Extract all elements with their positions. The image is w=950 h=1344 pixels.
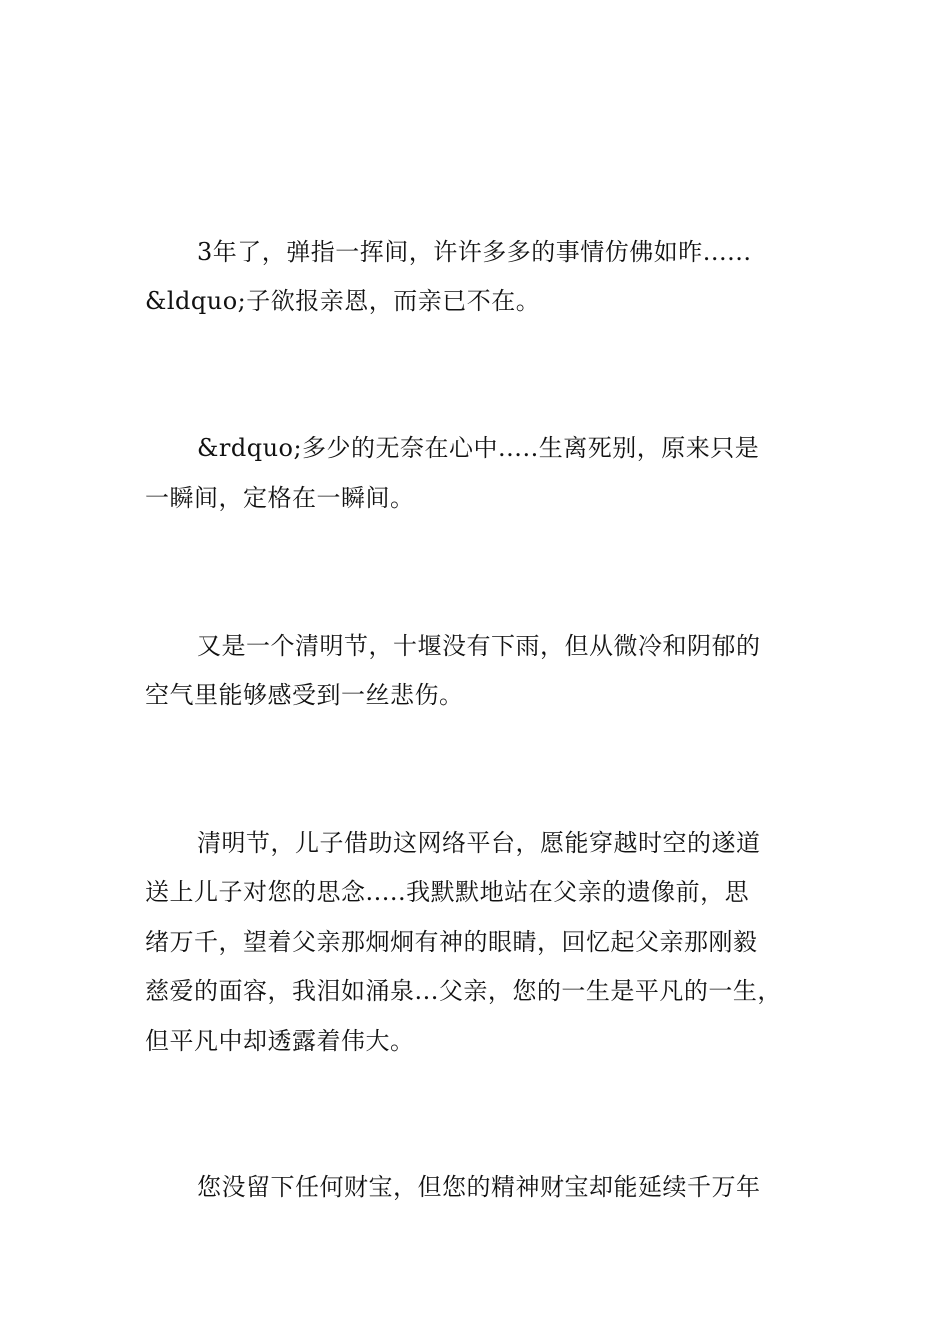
paragraph-3-line-1: 又是一个清明节，十堰没有下雨，但从微冷和阴郁的 (197, 632, 761, 660)
paragraph-4-line-4: 慈爱的面容，我泪如涌泉...父亲，您的一生是平凡的一生， (145, 977, 782, 1005)
paragraph-4-line-5: 但平凡中却透露着伟大。 (145, 1027, 415, 1055)
paragraph-1-line-1: 3年了，弹指一挥间，许许多多的事情仿佛如昨...... (197, 238, 752, 266)
paragraph-5-line-1: 您没留下任何财宝，但您的精神财宝却能延续千万年 (197, 1173, 761, 1201)
paragraph-2-line-1: &rdquo;多少的无奈在心中.....生离死别，原来只是 (197, 434, 760, 462)
paragraph-1-line-2: &ldquo;子欲报亲恩，而亲已不在。 (145, 287, 541, 315)
paragraph-3-line-2: 空气里能够感受到一丝悲伤。 (145, 681, 464, 709)
paragraph-4-line-3: 绪万千，望着父亲那炯炯有神的眼睛，回忆起父亲那刚毅 (145, 928, 758, 956)
paragraph-2-line-2: 一瞬间，定格在一瞬间。 (145, 484, 415, 512)
paragraph-4-line-1: 清明节，儿子借助这网络平台，愿能穿越时空的遂道 (197, 829, 761, 857)
paragraph-4-line-2: 送上儿子对您的思念.....我默默地站在父亲的遗像前，思 (145, 878, 750, 906)
